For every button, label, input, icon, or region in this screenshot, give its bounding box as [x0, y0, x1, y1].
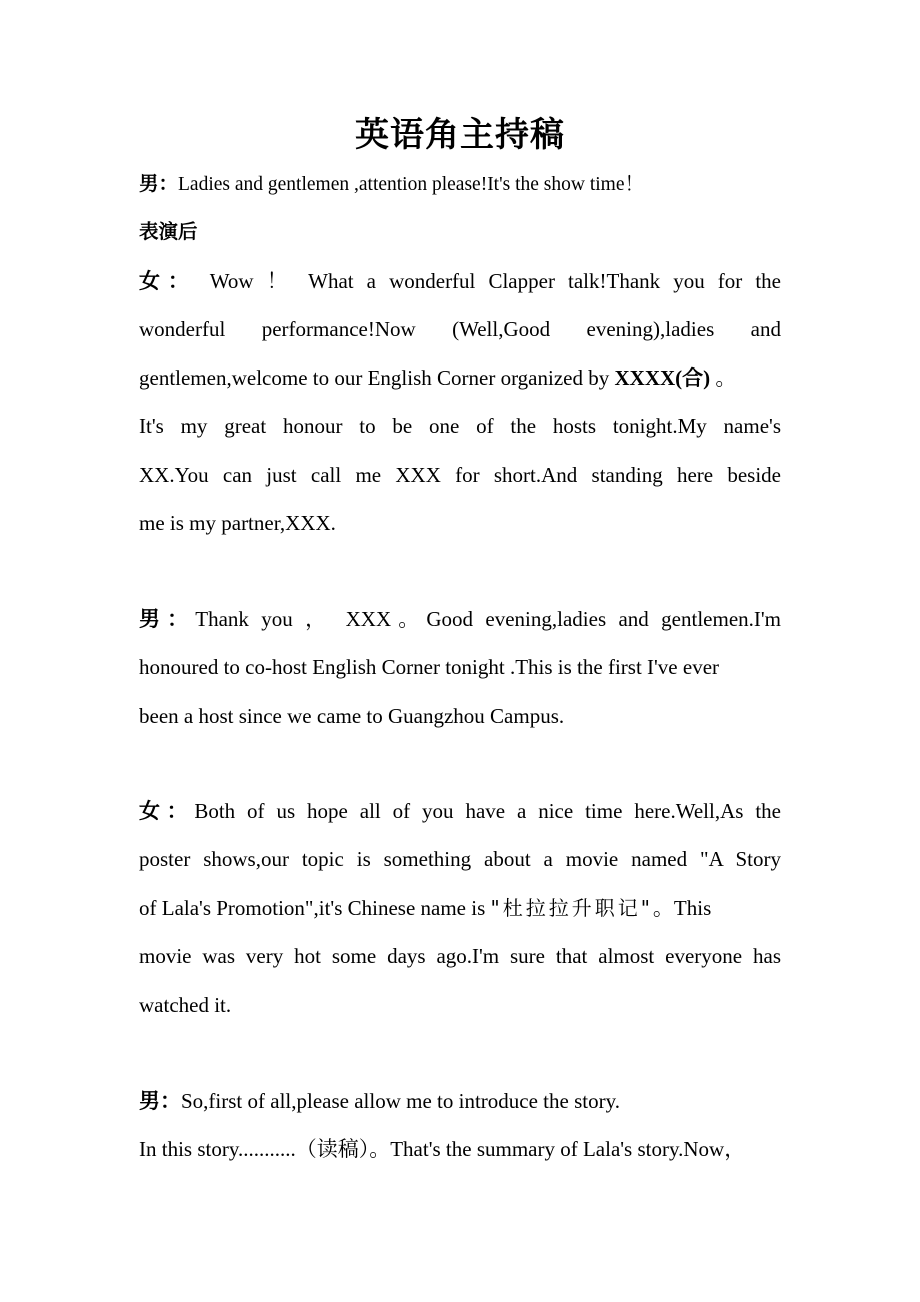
page-title: 英语角主持稿: [355, 117, 565, 154]
intro-text: Ladies and gentlemen ,attention please!It's the show time！: [178, 174, 644, 195]
paragraph-line: poster shows,our topic is something about a movie named "A Story: [139, 847, 781, 872]
speaker-male: 男: [139, 607, 168, 631]
movie-chinese-name: "杜拉拉升职记": [490, 895, 653, 920]
paragraph-line: It's my great honour to be one of the hosts tonight.My name's: [139, 414, 781, 439]
paragraph-line: 女： Wow ！ What a wonderful Clapper talk!Thank you for the: [139, 269, 782, 293]
paragraph-line: honoured to co-host English Corner tonight .This is the first I've ever: [139, 655, 720, 680]
speaker-female: 女: [139, 799, 167, 823]
after-performance-label: 表演后: [139, 222, 198, 243]
paragraph-1: [139, 257, 781, 547]
intro-line: [139, 170, 781, 200]
paragraph-2: [139, 595, 781, 740]
speaker-female: 女: [139, 269, 168, 293]
paragraph-line: 男：So,first of all,please allow me to introduce the story.: [139, 1089, 620, 1113]
paragraph-line: 男：Thank you ， XXX。Good evening,ladies and gentlemen.I'm: [139, 607, 782, 631]
paragraph-line: XX.You can just call me XXX for short.And standing here beside: [139, 462, 781, 487]
paragraph-line: gentlemen,welcome to our English Corner organized by XXXX(合) 。: [139, 365, 737, 390]
paragraph-line: been a host since we came to Guangzhou Campus.: [139, 703, 565, 728]
paragraph-line: In this story...........（读稿）。That's the summary of Lala's story.Now，: [139, 1137, 746, 1162]
paragraph-3: [139, 787, 781, 1029]
paragraph-line: watched it.: [139, 992, 232, 1017]
paragraph-line: movie was very hot some days ago.I'm sure that almost everyone has: [139, 944, 781, 969]
speaker-male: 男: [139, 1089, 160, 1113]
paragraph-4: [139, 1077, 781, 1174]
paragraph-line: wonderful performance!Now (Well,Good evening),ladies and: [139, 317, 781, 342]
paragraph-line: of Lala's Promotion",it's Chinese name is "杜拉拉升职记"。This: [139, 895, 712, 920]
speaker-male: 男：: [139, 174, 179, 195]
paragraph-line: me is my partner,XXX.: [139, 511, 336, 536]
organizer-name: XXXX(合): [614, 365, 711, 390]
paragraph-line: 女：Both of us hope all of you have a nice time here.Well,As the: [139, 799, 781, 823]
